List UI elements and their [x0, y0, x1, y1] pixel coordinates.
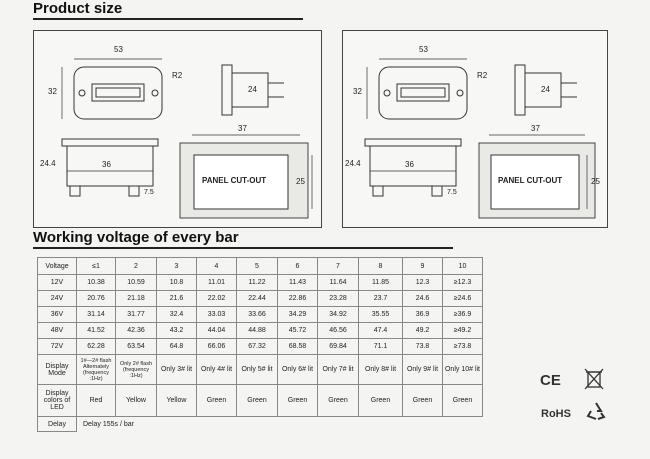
- table-cell: 36V: [38, 307, 77, 323]
- table-cell: 68.58: [278, 339, 318, 355]
- table-cell: 22.86: [278, 291, 318, 307]
- depth-dimension: 24: [541, 85, 550, 94]
- table-cell: Green: [318, 385, 359, 417]
- table-cell: 32.4: [157, 307, 197, 323]
- table-cell: 43.2: [157, 323, 197, 339]
- delay-value: Delay 155s / bar: [77, 417, 483, 432]
- table-header-cell: ≤1: [77, 258, 116, 275]
- table-cell: 49.2: [403, 323, 443, 339]
- display-mode-label: Display Mode: [38, 355, 77, 385]
- product-size-heading: [33, 0, 122, 17]
- table-cell: 11.01: [197, 275, 237, 291]
- drawing-panel-right: [342, 30, 608, 228]
- table-cell: 35.55: [359, 307, 403, 323]
- table-cell: 69.84: [318, 339, 359, 355]
- table-cell: 20.76: [77, 291, 116, 307]
- table-cell: Only 3# lit: [157, 355, 197, 385]
- table-cell: 73.8: [403, 339, 443, 355]
- table-cell: ≥49.2: [443, 323, 483, 339]
- table-cell: ≥24.6: [443, 291, 483, 307]
- table-cell: 31.14: [77, 307, 116, 323]
- table-cell: Only 10# lit: [443, 355, 483, 385]
- table-cell: 22.02: [197, 291, 237, 307]
- table-cell: 24.6: [403, 291, 443, 307]
- table-cell: 45.72: [278, 323, 318, 339]
- cutout-height-dimension: 25: [296, 177, 305, 186]
- table-header-cell: 7: [318, 258, 359, 275]
- table-cell: Green: [403, 385, 443, 417]
- body-width-dimension: 36: [405, 160, 414, 169]
- table-header-cell: Voltage: [38, 258, 77, 275]
- body-width-dimension: 36: [102, 160, 111, 169]
- table-row: [38, 339, 483, 355]
- table-row: [38, 323, 483, 339]
- table-cell: 23.28: [318, 291, 359, 307]
- drawing-panel-left: [33, 30, 322, 228]
- cutout-width-dimension: 37: [531, 124, 540, 133]
- table-cell: 44.88: [237, 323, 278, 339]
- table-cell: 11.22: [237, 275, 278, 291]
- product-size-title: Product size: [33, 0, 123, 17]
- table-row: [38, 307, 483, 323]
- width-dimension: 53: [419, 45, 428, 54]
- working-voltage-title: Working voltage of every bar: [33, 229, 239, 246]
- dimension-drawing: [34, 31, 321, 227]
- table-cell: 71.1: [359, 339, 403, 355]
- table-header-cell: 2: [116, 258, 157, 275]
- table-cell: Green: [359, 385, 403, 417]
- table-cell: 66.06: [197, 339, 237, 355]
- table-cell: 72V: [38, 339, 77, 355]
- table-header-cell: 4: [197, 258, 237, 275]
- table-cell: 36.9: [403, 307, 443, 323]
- table-cell: 33.66: [237, 307, 278, 323]
- table-cell: ≥73.8: [443, 339, 483, 355]
- table-cell: 62.28: [77, 339, 116, 355]
- table-cell: Red: [77, 385, 116, 417]
- terminal-dimension: 7.5: [447, 189, 457, 196]
- radius-label: R2: [477, 71, 488, 80]
- table-header-cell: 5: [237, 258, 278, 275]
- table-cell: 42.36: [116, 323, 157, 339]
- terminal-dimension: 7.5: [144, 189, 154, 196]
- table-cell: 31.77: [116, 307, 157, 323]
- rohs-mark: RoHS: [541, 408, 571, 420]
- table-cell: Green: [443, 385, 483, 417]
- heading-rule: [33, 18, 303, 20]
- table-cell: 11.43: [278, 275, 318, 291]
- cutout-label: PANEL CUT-OUT: [498, 176, 563, 185]
- height-dimension: 32: [48, 87, 57, 96]
- cutout-width-dimension: 37: [238, 124, 247, 133]
- table-cell: Only 2# flash (frequency :1Hz): [116, 355, 157, 385]
- delay-label: Delay: [38, 417, 77, 432]
- voltage-table: [37, 257, 483, 432]
- table-header-row: [38, 258, 483, 275]
- table-row: [38, 291, 483, 307]
- table-cell: 48V: [38, 323, 77, 339]
- display-mode-row: [38, 355, 483, 385]
- table-cell: 24V: [38, 291, 77, 307]
- table-cell: ≥12.3: [443, 275, 483, 291]
- table-cell: Green: [237, 385, 278, 417]
- heading-rule: [33, 247, 453, 249]
- table-cell: Green: [197, 385, 237, 417]
- body-height-dimension: 24.4: [40, 159, 56, 168]
- table-cell: 22.44: [237, 291, 278, 307]
- table-cell: Green: [278, 385, 318, 417]
- width-dimension: 53: [114, 45, 123, 54]
- table-header-cell: 9: [403, 258, 443, 275]
- dimension-drawing: [343, 31, 607, 227]
- table-cell: Only 7# lit: [318, 355, 359, 385]
- table-cell: Yellow: [157, 385, 197, 417]
- table-cell: Only 4# lit: [197, 355, 237, 385]
- led-color-label: Display colors of LED: [38, 385, 77, 417]
- table-row: [38, 275, 483, 291]
- body-height-dimension: 24.4: [345, 159, 361, 168]
- led-color-row: [38, 385, 483, 417]
- table-cell: 23.7: [359, 291, 403, 307]
- table-header-cell: 10: [443, 258, 483, 275]
- ce-mark: CE: [540, 372, 561, 389]
- delay-row: [38, 417, 483, 432]
- table-cell: 34.92: [318, 307, 359, 323]
- table-cell: 10.38: [77, 275, 116, 291]
- table-cell: 46.56: [318, 323, 359, 339]
- table-cell: Only 8# lit: [359, 355, 403, 385]
- table-cell: 11.64: [318, 275, 359, 291]
- table-cell: 12.3: [403, 275, 443, 291]
- recycle-icon: [585, 400, 607, 422]
- table-cell: 67.32: [237, 339, 278, 355]
- table-cell: 21.18: [116, 291, 157, 307]
- table-cell: Only 5# lit: [237, 355, 278, 385]
- table-cell: 1#—2# flash Alternately (frequency :1Hz): [77, 355, 116, 385]
- depth-dimension: 24: [248, 85, 257, 94]
- cutout-height-dimension: 25: [591, 177, 600, 186]
- table-cell: 34.29: [278, 307, 318, 323]
- table-cell: Only 9# lit: [403, 355, 443, 385]
- cutout-label: PANEL CUT-OUT: [202, 176, 267, 185]
- table-cell: 63.54: [116, 339, 157, 355]
- table-cell: 10.8: [157, 275, 197, 291]
- table-cell: ≥36.9: [443, 307, 483, 323]
- table-cell: 41.52: [77, 323, 116, 339]
- table-cell: 64.8: [157, 339, 197, 355]
- table-cell: 10.59: [116, 275, 157, 291]
- weee-bin-icon: [583, 367, 605, 391]
- table-cell: Only 6# lit: [278, 355, 318, 385]
- radius-label: R2: [172, 71, 183, 80]
- table-cell: 21.6: [157, 291, 197, 307]
- working-voltage-heading: [33, 229, 239, 246]
- table-cell: 44.04: [197, 323, 237, 339]
- table-cell: 47.4: [359, 323, 403, 339]
- table-cell: Yellow: [116, 385, 157, 417]
- table-cell: 11.85: [359, 275, 403, 291]
- table-header-cell: 8: [359, 258, 403, 275]
- table-cell: 33.03: [197, 307, 237, 323]
- table-cell: 12V: [38, 275, 77, 291]
- table-header-cell: 3: [157, 258, 197, 275]
- height-dimension: 32: [353, 87, 362, 96]
- table-header-cell: 6: [278, 258, 318, 275]
